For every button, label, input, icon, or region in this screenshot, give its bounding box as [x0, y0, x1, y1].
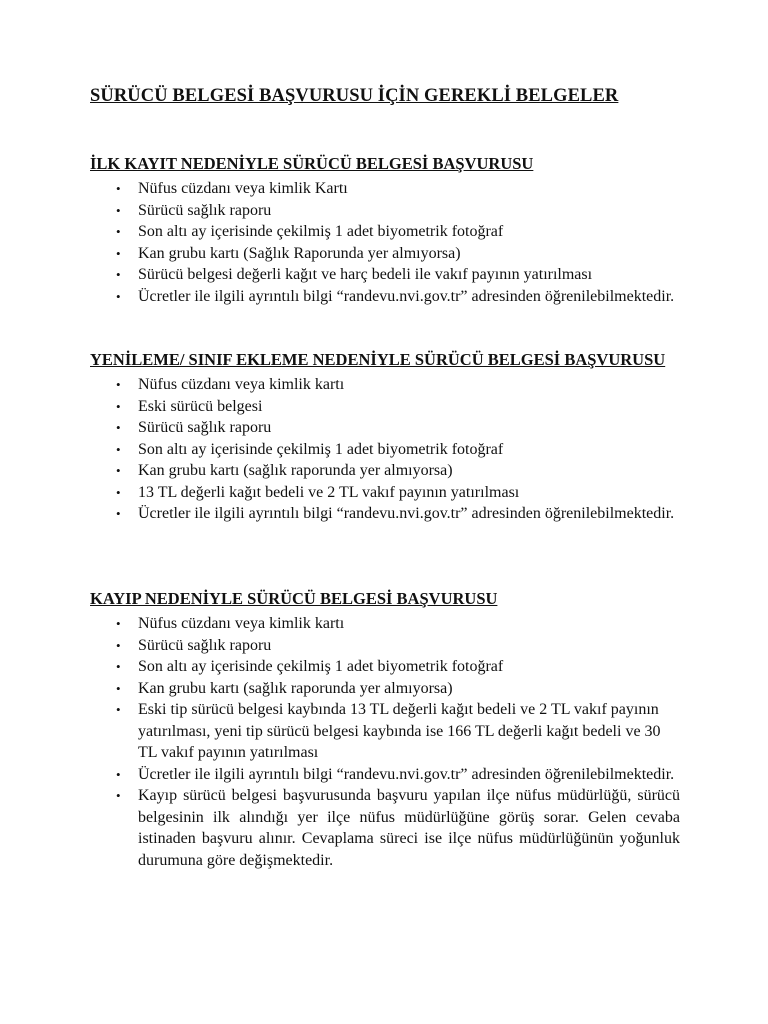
bullet-icon: •: [116, 245, 121, 261]
list-item: [90, 460, 680, 482]
list-item: [90, 764, 680, 786]
requirements-list: [90, 178, 680, 307]
list-item: [90, 656, 680, 678]
bullet-icon: •: [116, 680, 121, 696]
list-item: [90, 482, 680, 504]
list-item-text: Nüfus cüzdanı veya kimlik kartı: [138, 376, 345, 393]
bullet-icon: •: [116, 788, 121, 803]
list-item-text: Kan grubu kartı (sağlık raporunda yer almıyorsa): [138, 462, 453, 479]
list-item: [90, 635, 680, 657]
list-item-text: Eski tip sürücü belgesi kaybında 13 TL değerli kağıt bedeli ve 2 TL vakıf payının yatırılması, yeni tip sürücü belgesi kaybında ise 166 TL değerli kağıt bedeli ve 30 TL vakıf payının yatırılması: [138, 701, 661, 761]
list-item-text: Son altı ay içerisinde çekilmiş 1 adet biyometrik fotoğraf: [138, 658, 504, 675]
section-heading: KAYIP NEDENİYLE SÜRÜCÜ BELGESİ BAŞVURUSU: [90, 589, 498, 608]
list-item-text: Sürücü belgesi değerli kağıt ve harç bedeli ile vakıf payının yatırılması: [138, 266, 593, 283]
list-item-text: Ücretler ile ilgili ayrıntılı bilgi “randevu.nvi.gov.tr” adresinden öğrenilebilmektedir.: [138, 287, 675, 305]
list-item-text: Kan grubu kartı (sağlık raporunda yer almıyorsa): [138, 679, 453, 697]
list-item-text: Eski sürücü belgesi: [138, 397, 263, 415]
list-item-text: Nüfus cüzdanı veya kimlik Kartı: [138, 180, 348, 197]
section-heading: İLK KAYIT NEDENİYLE SÜRÜCÜ BELGESİ BAŞVURUSU: [90, 154, 534, 173]
list-item: [90, 613, 680, 635]
bullet-icon: •: [116, 484, 121, 500]
list-item: [90, 286, 680, 308]
list-item: [90, 785, 680, 871]
bullet-icon: •: [116, 398, 121, 414]
list-item: [90, 678, 680, 700]
bullet-icon: •: [116, 441, 121, 457]
list-item-text: Nüfus cüzdanı veya kimlik kartı: [138, 615, 345, 632]
list-item: [90, 264, 680, 286]
requirements-list: [90, 613, 680, 871]
list-item-text: Sürücü sağlık raporu: [138, 201, 272, 219]
bullet-icon: •: [116, 616, 121, 631]
requirements-list: [90, 374, 680, 525]
list-item: [90, 178, 680, 200]
list-item: [90, 417, 680, 439]
bullet-icon: •: [116, 181, 121, 196]
bullet-icon: •: [116, 377, 121, 392]
document-title: SÜRÜCÜ BELGESİ BAŞVURUSU İÇİN GEREKLİ BELGELER: [90, 86, 619, 106]
section-heading: YENİLEME/ SINIF EKLEME NEDENİYLE SÜRÜCÜ BELGESİ BAŞVURUSU: [90, 350, 666, 369]
bullet-icon: •: [116, 267, 121, 282]
list-item-text: Sürücü sağlık raporu: [138, 636, 272, 654]
bullet-icon: •: [116, 420, 121, 435]
list-item-text: Kan grubu kartı (Sağlık Raporunda yer almıyorsa): [138, 244, 461, 262]
bullet-icon: •: [116, 224, 121, 239]
bullet-icon: •: [116, 288, 121, 304]
list-item-text: Sürücü sağlık raporu: [138, 419, 272, 436]
list-item: [90, 374, 680, 396]
bullet-icon: •: [116, 659, 121, 674]
list-item-text: 13 TL değerli kağıt bedeli ve 2 TL vakıf payının yatırılması: [138, 483, 520, 501]
bullet-icon: •: [116, 702, 121, 717]
list-item: [90, 221, 680, 243]
bullet-icon: •: [116, 637, 121, 653]
bullet-icon: •: [116, 202, 121, 218]
section-loss: [90, 588, 680, 871]
list-item: [90, 396, 680, 418]
list-item-text: Son altı ay içerisinde çekilmiş 1 adet biyometrik fotoğraf: [138, 440, 504, 458]
list-item: [90, 503, 680, 525]
bullet-icon: •: [116, 766, 121, 782]
list-item-text: Ücretler ile ilgili ayrıntılı bilgi “randevu.nvi.gov.tr” adresinden öğrenilebilmektedir.: [138, 765, 675, 783]
bullet-icon: •: [116, 506, 121, 521]
section-first-registration: [90, 153, 680, 307]
list-item-text: Son altı ay içerisinde çekilmiş 1 adet biyometrik fotoğraf: [138, 223, 504, 240]
list-item-text: Ücretler ile ilgili ayrıntılı bilgi “randevu.nvi.gov.tr” adresinden öğrenilebilmektedir.: [138, 505, 675, 522]
list-item-text: Kayıp sürücü belgesi başvurusunda başvuru yapılan ilçe nüfus müdürlüğü, sürücü belgesinin ilk alındığı yer ilçe nüfus müdürlüğüne görüş sorar. Gelen cevaba istinaden başvuru alınır. Cevaplama süreci ise ilçe nüfus müdürlüğünün yoğunluk durumuna göre değişmektedir.: [138, 787, 680, 869]
list-item: [90, 699, 680, 764]
list-item: [90, 243, 680, 265]
bullet-icon: •: [116, 463, 121, 478]
list-item: [90, 439, 680, 461]
list-item: [90, 200, 680, 222]
section-renewal: [90, 349, 680, 525]
